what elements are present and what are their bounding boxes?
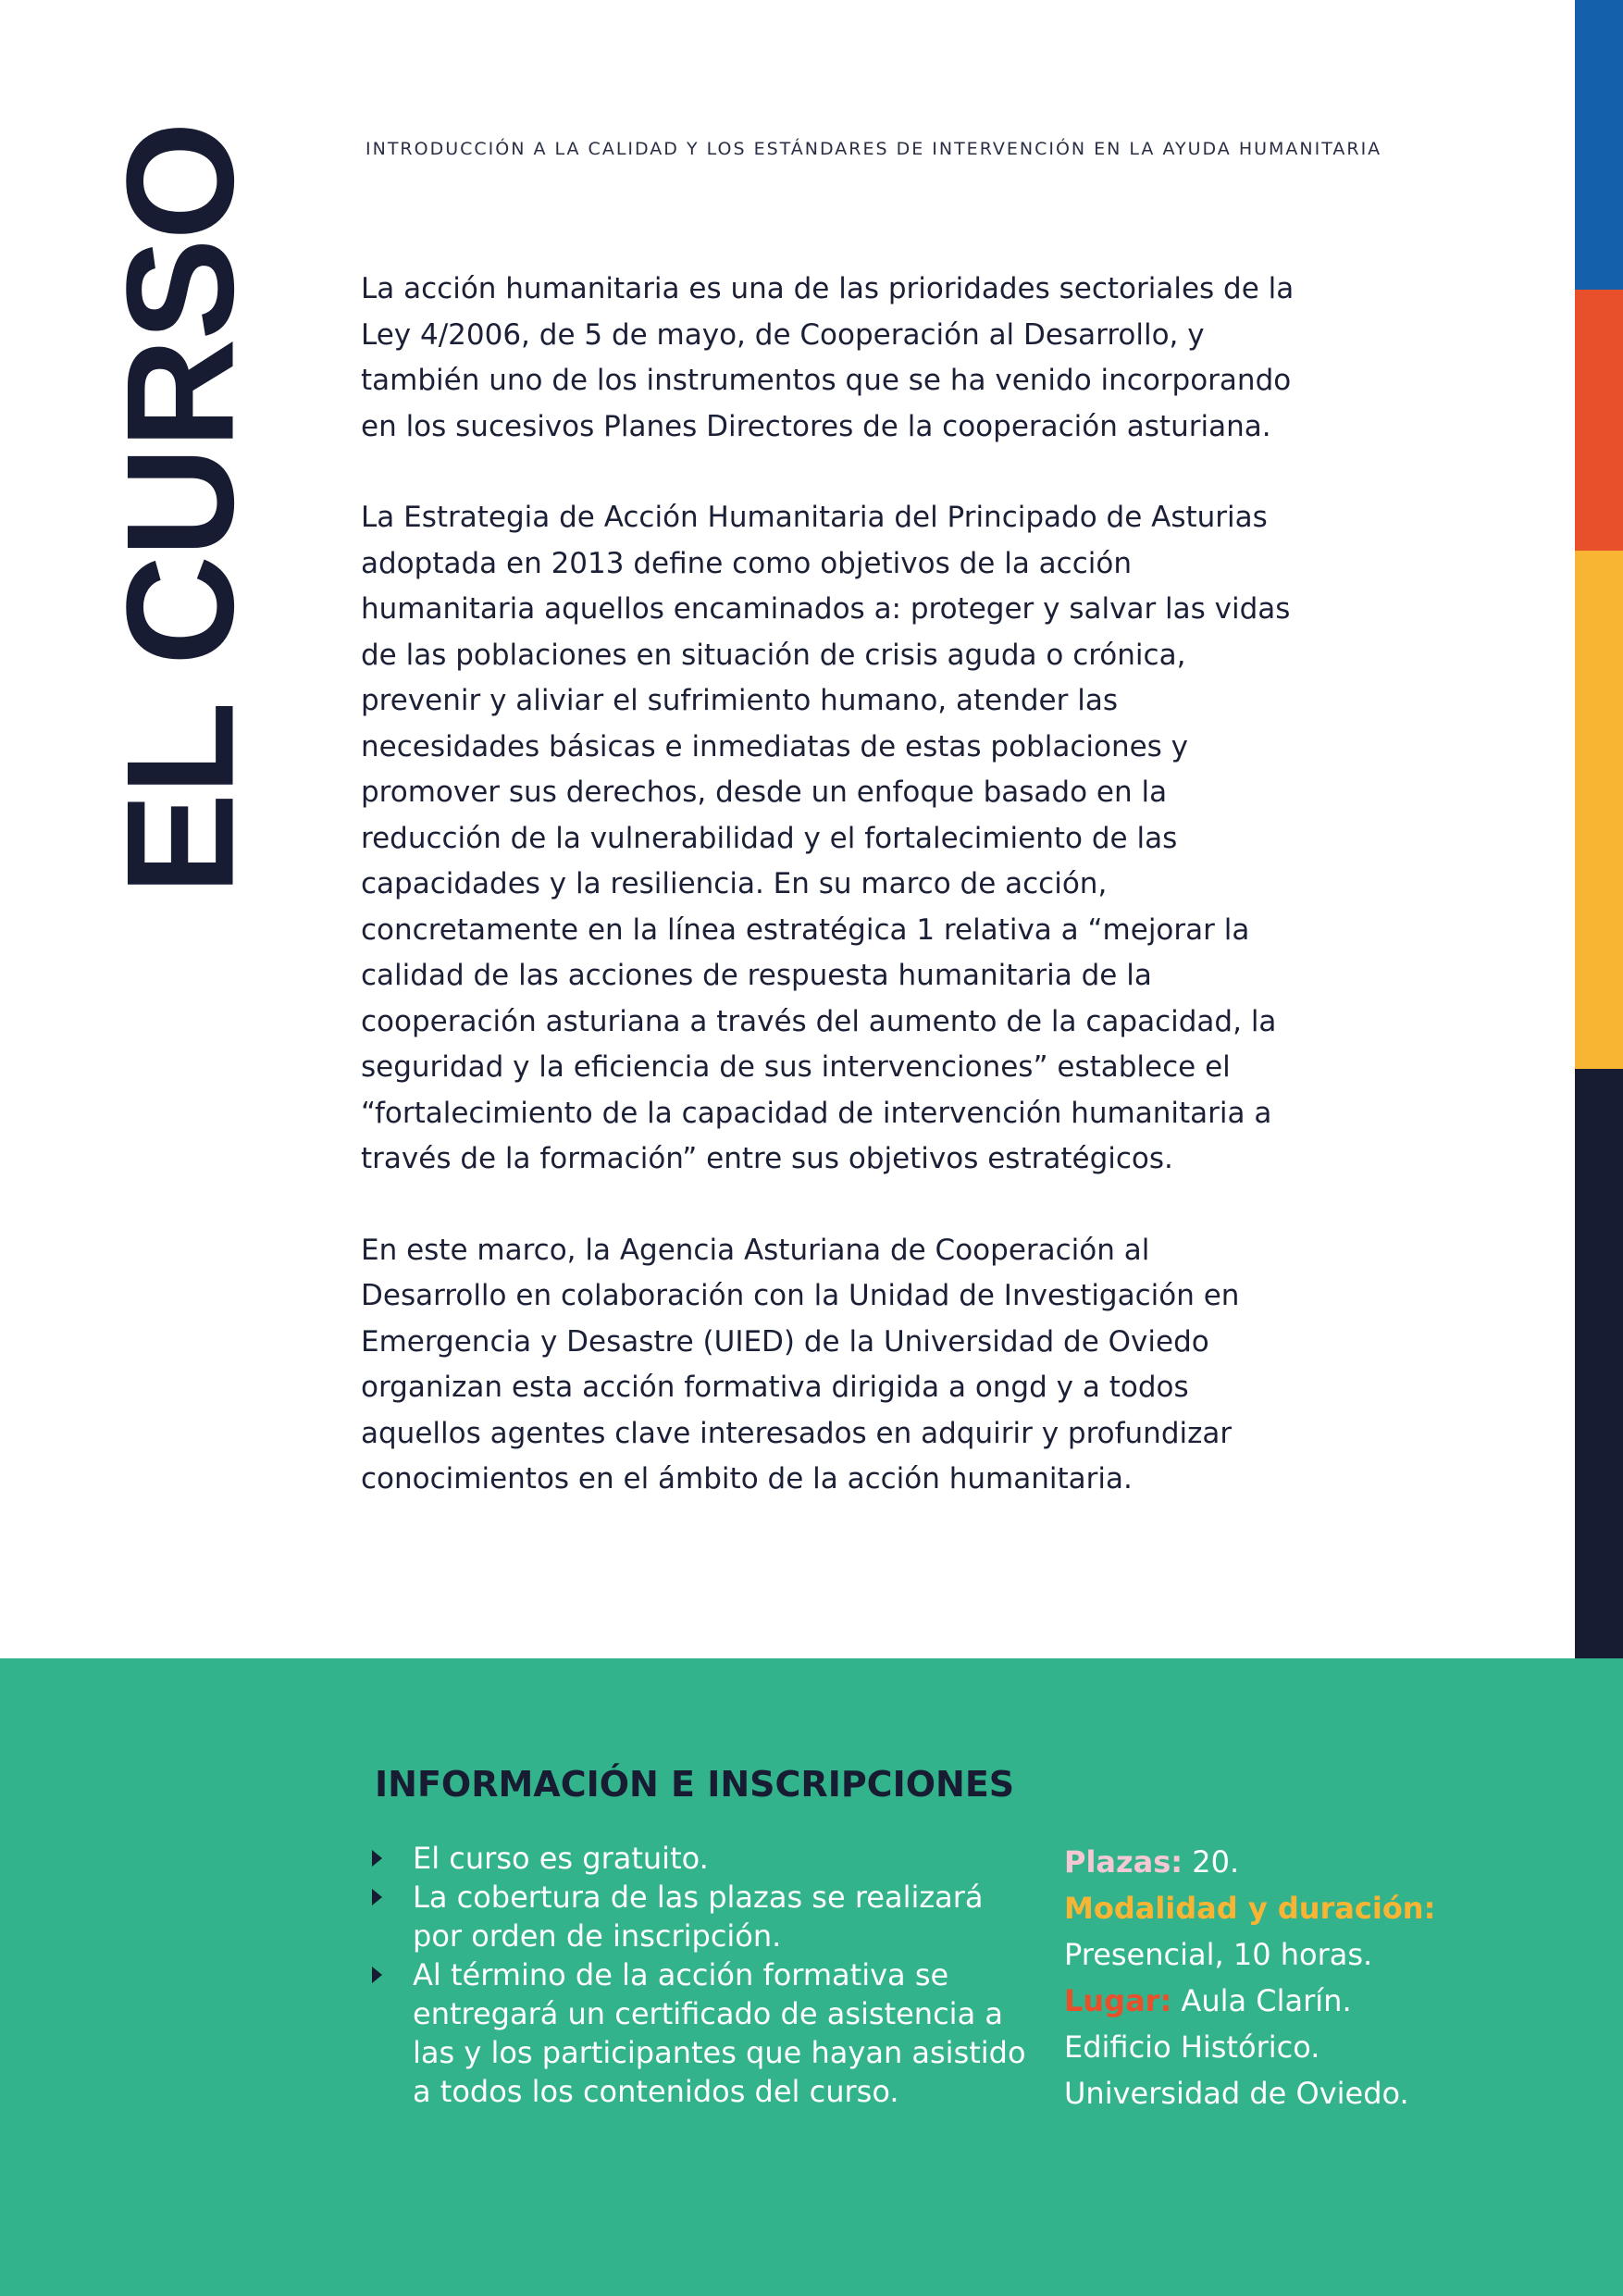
- triangle-bullet-icon: [372, 1889, 382, 1905]
- stripe-navy: [1575, 1069, 1623, 1658]
- modalidad-row: [1064, 1885, 1471, 1931]
- bullet-item: [368, 1878, 1035, 1955]
- color-stripes: [1575, 0, 1623, 1658]
- stripe-orange: [1575, 290, 1623, 551]
- lugar-row: [1064, 1978, 1471, 2024]
- bullet-text: La cobertura de las plazas se realizará por orden de inscripción.: [413, 1880, 984, 1954]
- modalidad-label: Modalidad y duración:: [1064, 1891, 1436, 1926]
- lugar-value-line-3: Universidad de Oviedo.: [1064, 2076, 1409, 2111]
- course-details: [1064, 1839, 1471, 2116]
- triangle-bullet-icon: [372, 1850, 382, 1867]
- lugar-value: Aula Clarín.: [1181, 1983, 1352, 2018]
- plazas-value: 20.: [1192, 1844, 1240, 1880]
- section-title: EL CURSO: [94, 123, 266, 895]
- course-description: [361, 267, 1295, 1548]
- plazas-row: [1064, 1839, 1471, 1885]
- bullet-text: Al término de la acción formativa se entregará un certificado de asistencia a las y los participantes que hayan asistido a todos los contenidos del curso.: [413, 1957, 1026, 2109]
- info-bullets: [368, 1839, 1035, 2111]
- info-footer: [0, 1658, 1623, 2296]
- triangle-bullet-icon: [372, 1967, 382, 1983]
- stripe-blue: [1575, 0, 1623, 290]
- lugar-value-line-2: Edificio Histórico.: [1064, 2029, 1320, 2065]
- bullet-item: [368, 1839, 1035, 1878]
- stripe-yellow: [1575, 551, 1623, 1069]
- bullet-text: El curso es gratuito.: [413, 1841, 709, 1876]
- plazas-label: Plazas:: [1064, 1844, 1183, 1880]
- info-title: INFORMACIÓN E INSCRIPCIONES: [375, 1764, 1015, 1805]
- lugar-label: Lugar:: [1064, 1983, 1172, 2018]
- paragraph-2: La Estrategia de Acción Humanitaria del Principado de Asturias adoptada en 2013 define como objetivos de la acción humanitaria aquellos encaminados a: proteger y salvar las vidas de las poblaciones en situación de crisis aguda o crónica, prevenir y aliviar el sufrimiento humano, atender las necesidades básicas e inmediatas de estas poblaciones y promover sus derechos, desde un enfoque basado en la reducción de la vulnerabilidad y el fortalecimiento de las capacidades y la resiliencia. En su marco de acción, concretamente en la línea estratégica 1 relativa a “mejorar la calidad de las acciones de respuesta humanitaria de la cooperación asturiana a través del aumento de la capacidad, la seguridad y la eficiencia de sus intervenciones” establece el “fortalecimiento de la capacidad de intervención humanitaria a través de la formación” entre sus objetivos estratégicos.: [361, 501, 1291, 1175]
- paragraph-3: En este marco, la Agencia Asturiana de Cooperación al Desarrollo en colaboración con la Unidad de Investigación en Emergencia y Desastre (UIED) de la Universidad de Oviedo organizan esta acción formativa dirigida a ongd y a todos aquellos agentes clave interesados en adquirir y profundizar conocimientos en el ámbito de la acción humanitaria.: [361, 1233, 1240, 1496]
- course-title-header: INTRODUCCIÓN A LA CALIDAD Y LOS ESTÁNDARES DE INTERVENCIÓN EN LA AYUDA HUMANITARIA: [365, 139, 1382, 159]
- bullet-item: [368, 1955, 1035, 2111]
- section-title-vertical: [94, 123, 266, 895]
- paragraph-1: La acción humanitaria es una de las prioridades sectoriales de la Ley 4/2006, de 5 de mayo, de Cooperación al Desarrollo, y también uno de los instrumentos que se ha venido incorporando en los sucesivos Planes Directores de la cooperación asturiana.: [361, 272, 1295, 443]
- modalidad-value: Presencial, 10 horas.: [1064, 1937, 1373, 1972]
